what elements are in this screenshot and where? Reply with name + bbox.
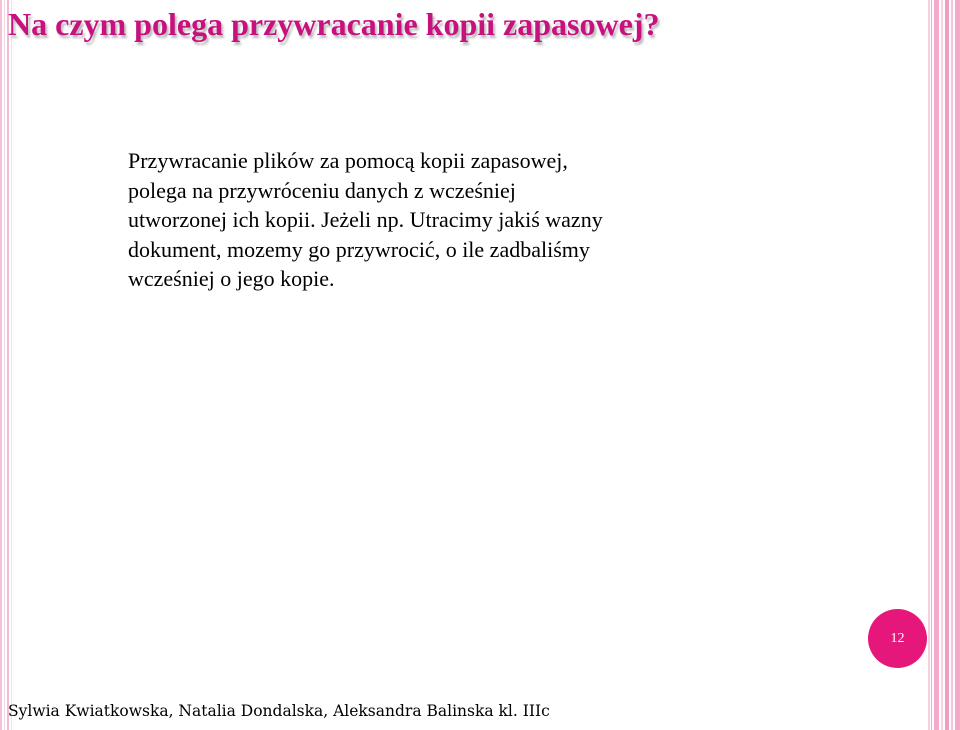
- page-number-badge: [868, 609, 927, 668]
- slide-footer: Sylwia Kwiatkowska, Natalia Dondalska, Aleksandra Balinska kl. IIIc: [8, 702, 550, 720]
- left-decorative-stripes: [0, 0, 14, 730]
- slide-title: Na czym polega przywracanie kopii zapasowej?: [8, 6, 660, 42]
- right-decorative-stripes: [928, 0, 960, 730]
- page-number: 12: [890, 630, 905, 646]
- slide-body-text: Przywracanie plików za pomocą kopii zapasowej, polega na przywróceniu danych z wcześniej utworzonej ich kopii. Jeżeli np. Utracimy jakiś wazny dokument, mozemy go przywrocić, o ile zadbaliśmy wcześniej o jego kopie.: [128, 148, 603, 291]
